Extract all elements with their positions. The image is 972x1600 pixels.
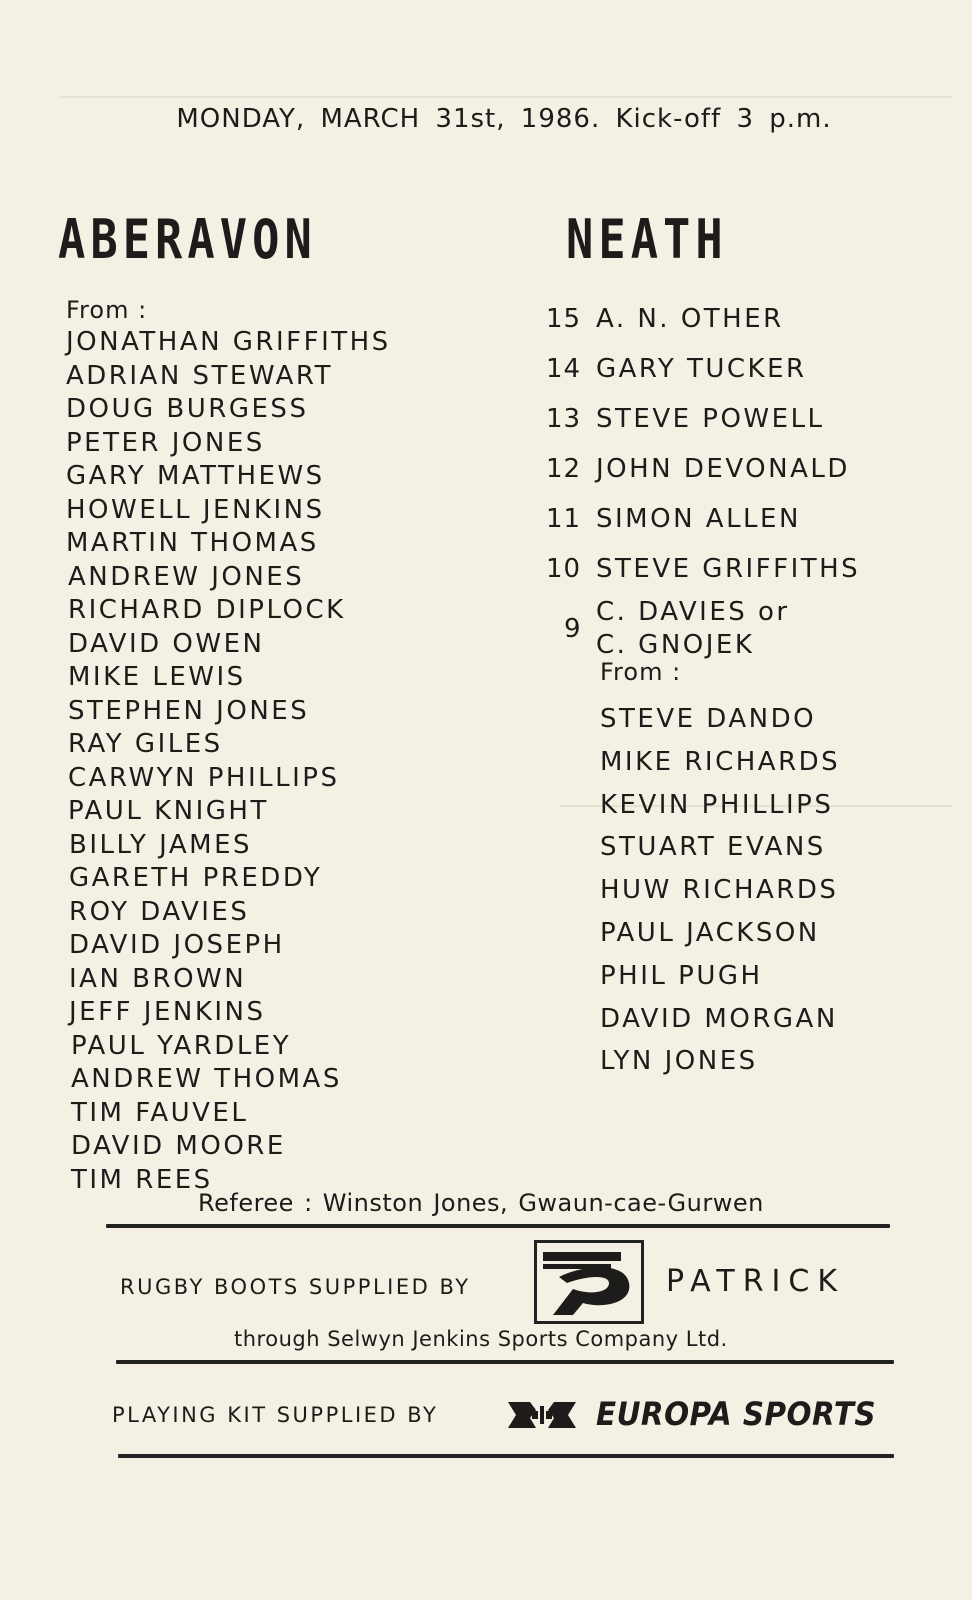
shirt-number: 9 <box>564 614 582 644</box>
patrick-wordmark: PATRICK <box>666 1264 846 1299</box>
away-lineup-row <box>546 596 860 662</box>
home-player: RAY GILES <box>68 729 223 759</box>
shirt-number: 12 <box>546 454 582 484</box>
shirt-number: 14 <box>546 354 582 384</box>
home-player: PAUL KNIGHT <box>68 796 269 826</box>
away-player-alternate: C. GNOJEK <box>596 630 755 660</box>
home-player: JONATHAN GRIFFITHS <box>66 327 391 357</box>
away-player: STEVE POWELL <box>596 404 825 434</box>
away-from-label: From : <box>600 658 682 686</box>
home-player: TIM FAUVEL <box>71 1097 249 1128</box>
away-player: SIMON ALLEN <box>596 504 801 534</box>
home-player: STEPHEN JONES <box>68 695 310 726</box>
home-player: GARETH PREDDY <box>69 863 323 893</box>
home-player: DAVID MOORE <box>71 1131 286 1161</box>
shirt-number: 13 <box>546 404 582 434</box>
home-player: ANDREW JONES <box>68 561 305 592</box>
home-player-list <box>66 326 391 1197</box>
home-from-label: From : <box>66 296 148 324</box>
away-reserve: KEVIN PHILLIPS <box>600 789 834 820</box>
away-reserve: HUW RICHARDS <box>600 875 839 906</box>
away-reserve: MIKE RICHARDS <box>600 746 841 777</box>
away-reserve: LYN JONES <box>600 1046 758 1077</box>
away-reserve: PHIL PUGH <box>600 960 763 991</box>
away-lineup-row <box>546 302 860 352</box>
shirt-number: 10 <box>546 554 582 584</box>
match-date-line: MONDAY, MARCH 31st, 1986. Kick-off 3 p.m. <box>176 104 832 134</box>
away-squad <box>600 656 840 1083</box>
away-lineup <box>546 302 860 662</box>
home-player: MIKE LEWIS <box>68 662 246 692</box>
shirt-number: 11 <box>546 504 582 534</box>
away-reserve: STEVE DANDO <box>600 704 817 734</box>
europa-logo-icon <box>508 1400 576 1430</box>
home-team-name: ABERAVON <box>58 208 317 271</box>
home-player: DAVID OWEN <box>68 628 265 659</box>
away-player: JOHN DEVONALD <box>596 454 850 484</box>
home-player: ROY DAVIES <box>69 896 250 927</box>
home-player: TIM REES <box>71 1164 213 1195</box>
home-player: PAUL YARDLEY <box>71 1030 292 1061</box>
home-player: ADRIAN STEWART <box>66 360 333 391</box>
away-reserve: PAUL JACKSON <box>600 917 820 948</box>
away-player: STEVE GRIFFITHS <box>596 554 861 584</box>
away-lineup-row <box>546 502 860 552</box>
boots-supplier-label: RUGBY BOOTS SUPPLIED BY <box>120 1275 471 1299</box>
away-lineup-row <box>546 452 860 502</box>
divider-rule <box>118 1454 894 1458</box>
divider-rule <box>116 1360 894 1364</box>
europa-wordmark: EUROPA SPORTS <box>596 1395 877 1433</box>
home-player: DOUG BURGESS <box>66 394 309 424</box>
home-squad <box>66 294 391 1197</box>
kit-supplier-label: PLAYING KIT SUPPLIED BY <box>112 1403 439 1427</box>
away-reserve-list <box>600 698 840 1083</box>
divider-rule <box>106 1224 890 1228</box>
patrick-logo-icon <box>534 1240 644 1324</box>
home-player: PETER JONES <box>66 427 265 458</box>
referee-line: Referee : Winston Jones, Gwaun-cae-Gurwen <box>198 1189 764 1217</box>
home-player: BILLY JAMES <box>69 829 253 860</box>
away-player: C. DAVIES or <box>596 597 790 627</box>
away-reserve: STUART EVANS <box>600 832 826 863</box>
home-player: IAN BROWN <box>69 963 247 994</box>
away-player-options <box>596 596 790 662</box>
home-player: ANDREW THOMAS <box>71 1064 342 1094</box>
away-team-name: NEATH <box>566 208 728 271</box>
away-reserve: DAVID MORGAN <box>600 1003 838 1034</box>
boots-supplier-subline: through Selwyn Jenkins Sports Company Ltd. <box>234 1327 728 1351</box>
away-player: A. N. OTHER <box>596 304 784 334</box>
away-player: GARY TUCKER <box>596 354 807 384</box>
home-player: HOWELL JENKINS <box>66 494 325 525</box>
home-player: MARTIN THOMAS <box>66 528 319 558</box>
home-player: JEFF JENKINS <box>69 997 266 1027</box>
home-player: DAVID JOSEPH <box>69 930 285 960</box>
home-player: RICHARD DIPLOCK <box>68 595 346 625</box>
away-lineup-row <box>546 352 860 402</box>
home-player: GARY MATTHEWS <box>66 461 325 491</box>
away-lineup-row <box>546 402 860 452</box>
home-player: CARWYN PHILLIPS <box>68 762 340 793</box>
away-lineup-row <box>546 552 860 602</box>
shirt-number: 15 <box>546 304 582 334</box>
